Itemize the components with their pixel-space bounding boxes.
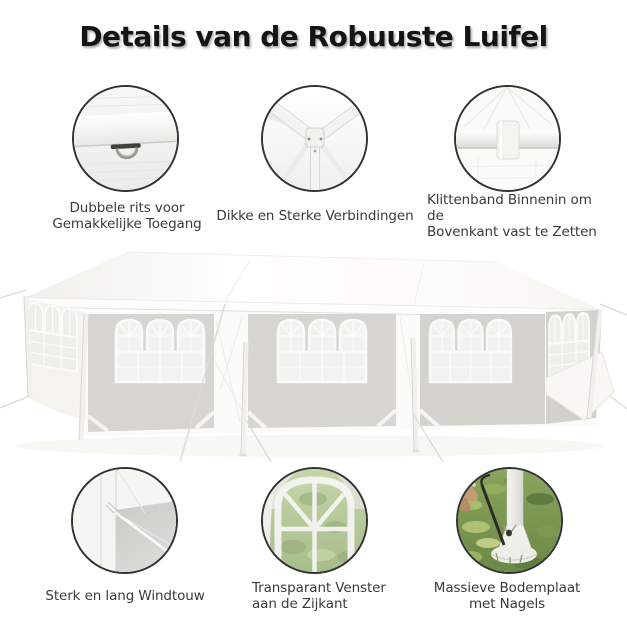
velcro-illustration — [456, 87, 559, 190]
wind-rope-photo — [71, 467, 178, 574]
plate-illustration — [458, 469, 561, 572]
rope-illustration — [73, 469, 176, 572]
caption-transparent-window — [252, 574, 422, 618]
caption-wind-rope — [14, 574, 236, 618]
caption-strong-connections — [207, 194, 423, 238]
page-title: Details van de Robuuste Luifel — [79, 20, 548, 53]
window-illustration — [263, 469, 366, 572]
caption-line: Bovenkant vast te Zetten — [427, 224, 597, 240]
ground-plate-photo — [456, 467, 563, 574]
party-tent-illustration — [0, 240, 627, 462]
caption-line: Gemakkelijke Toegang — [52, 216, 202, 232]
caption-line: Dikke en Sterke Verbindingen — [216, 208, 414, 224]
caption-velcro-top — [427, 194, 607, 238]
tent-product-photo — [0, 240, 627, 462]
frame-joint-photo — [261, 85, 368, 192]
caption-ground-plate — [407, 574, 607, 618]
caption-line: Transparant Venster — [252, 580, 386, 596]
caption-line: met Nagels — [468, 596, 546, 612]
caption-line: Massieve Bodemplaat — [433, 580, 581, 596]
joint-illustration — [263, 87, 366, 190]
caption-line: Klittenband Binnenin om de — [427, 192, 592, 224]
zipper-illustration — [74, 87, 177, 190]
transparent-window-photo — [261, 467, 368, 574]
caption-line: aan de Zijkant — [252, 596, 348, 612]
caption-line: Sterk en lang Windtouw — [45, 588, 205, 604]
caption-double-zipper — [27, 194, 227, 238]
velcro-strap-photo — [454, 85, 561, 192]
double-zipper-photo — [72, 85, 179, 192]
caption-line: Dubbele rits voor — [69, 200, 185, 216]
